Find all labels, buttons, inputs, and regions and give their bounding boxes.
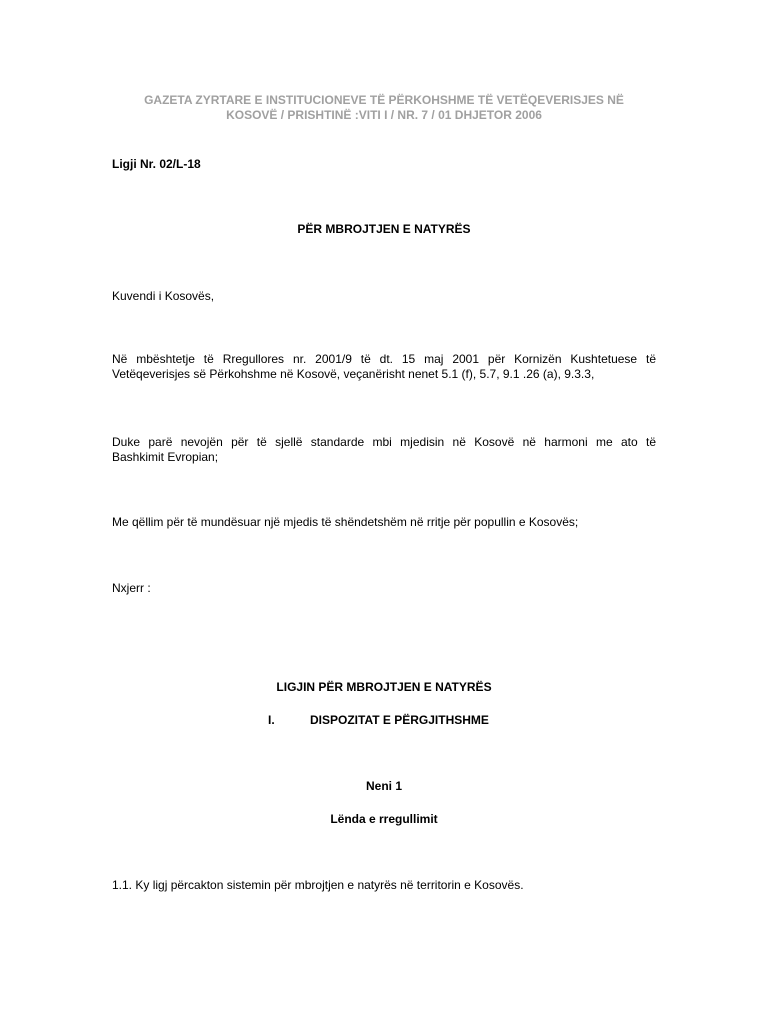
- preamble-standards-line-1: Duke parë nevojën për të sjellë standarde mbi mjedisin në Kosovë në harmoni me ato të: [112, 435, 656, 449]
- gazette-header-line-1: GAZETA ZYRTARE E INSTITUCIONEVE TË PËRKOHSHME TË VETËQEVERISJES NË: [144, 93, 624, 107]
- article-number: Neni 1: [365, 779, 402, 793]
- gazette-header: [112, 93, 656, 123]
- preamble-standards: [112, 435, 656, 465]
- enacted-law-title: LIGJIN PËR MBROJTJEN E NATYRËS: [276, 680, 492, 694]
- preamble-enacts: Nxjerr :: [112, 581, 151, 595]
- chapter-heading: [268, 713, 489, 727]
- chapter-title: DISPOZITAT E PËRGJITHSHME: [310, 713, 489, 727]
- preamble-legal-basis: [112, 352, 656, 382]
- chapter-number: I.: [268, 713, 275, 727]
- article-title: Lënda e rregullimit: [330, 812, 438, 826]
- article-clause-1-1: 1.1. Ky ligj përcakton sistemin për mbrojtjen e natyrës në territorin e Kosovës.: [112, 878, 524, 892]
- preamble-legal-basis-line-2: Vetëqeverisjes së Përkohshme në Kosovë, veçanërisht nenet 5.1 (f), 5.7, 9.1 .26 (a), 9.3.3,: [112, 367, 595, 381]
- law-number: Ligji Nr. 02/L-18: [112, 157, 201, 171]
- preamble-purpose: Me qëllim për të mundësuar një mjedis të shëndetshëm në rritje për popullin e Kosovës;: [112, 515, 579, 529]
- preamble-standards-line-2: Bashkimit Evropian;: [112, 450, 219, 464]
- preamble-assembly: Kuvendi i Kosovës,: [112, 289, 215, 303]
- preamble-legal-basis-line-1: Në mbështetje të Rregullores nr. 2001/9 të dt. 15 maj 2001 për Kornizën Kushtetuese të: [112, 352, 656, 366]
- gazette-header-line-2: KOSOVË / PRISHTINË :VITI I / NR. 7 / 01 DHJETOR 2006: [226, 108, 542, 122]
- law-title: PËR MBROJTJEN E NATYRËS: [297, 222, 471, 236]
